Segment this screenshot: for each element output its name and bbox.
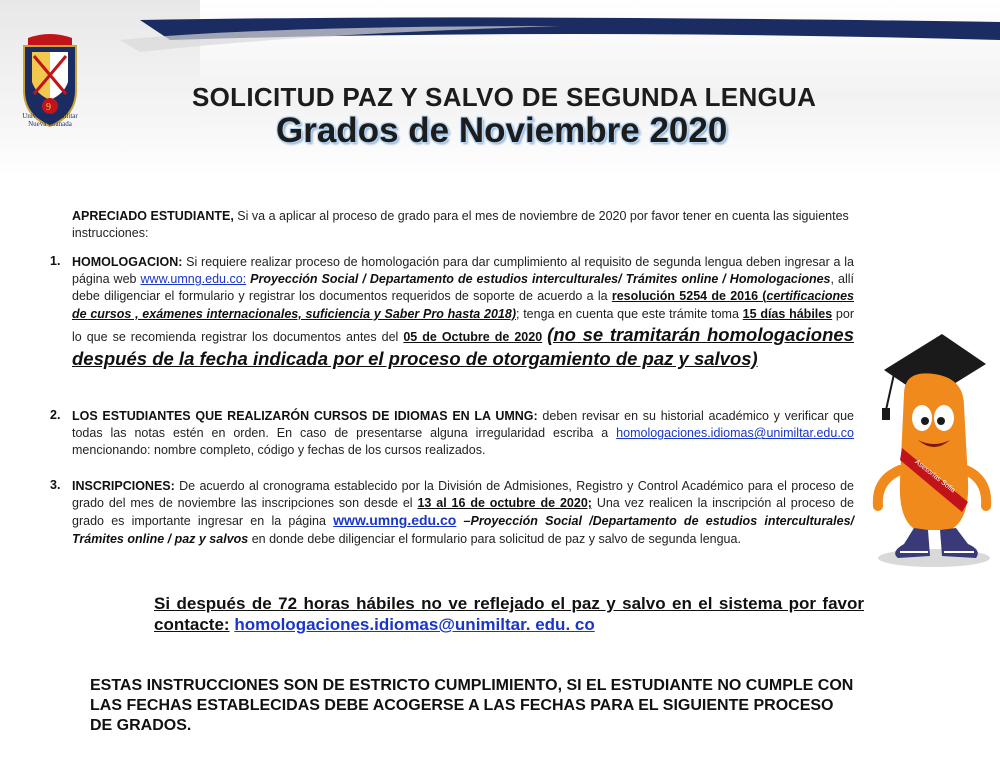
- item-inscripciones: [72, 478, 854, 548]
- item-number-1: 1.: [50, 254, 61, 268]
- item1-umng-link[interactable]: www.umng.edu.co:: [140, 272, 247, 287]
- item1-text-c: ; tenga en cuenta que este trámite toma: [515, 306, 743, 321]
- contact-email-link[interactable]: homologaciones.idiomas@unimiltar. edu. co: [234, 615, 595, 634]
- item1-path: Proyección Social / Departamento de estudios interculturales/ Trámites online / Homologaciones: [246, 272, 831, 287]
- item3-umng-link[interactable]: www.umng.edu.co: [333, 512, 457, 529]
- item1-heading: HOMOLOGACION:: [72, 255, 183, 269]
- item1-deadline: 05 de Octubre de 2020: [403, 329, 543, 344]
- item1-resolution-detail: certificaciones de cursos , exámenes internacionales, suficiencia y Saber Pro hasta 2018): [72, 289, 854, 321]
- item1-text-b: , allí debe diligenciar el formulario y registrar los documentos requeridos de soporte de acuerdo a la: [72, 272, 854, 304]
- item1-resolution: resolución 5254 de 2016 (: [611, 289, 767, 304]
- page-subtitle: Grados de Noviembre 2020: [276, 111, 728, 150]
- item3-heading: INSCRIPCIONES:: [72, 479, 175, 493]
- item2-email-link[interactable]: homologaciones.idiomas@unimiltar.edu.co: [616, 426, 854, 441]
- intro-paragraph: [72, 208, 852, 242]
- item-number-2: 2.: [50, 408, 61, 422]
- page-title: SOLICITUD PAZ Y SALVO DE SEGUNDA LENGUA: [192, 82, 817, 112]
- item-number-3: 3.: [50, 478, 61, 492]
- logo-caption-line1: Universidad Militar: [22, 112, 78, 120]
- graduate-mascot-illustration: [864, 330, 996, 570]
- item1-text-d: por lo que se recomienda registrar los documentos antes del: [72, 306, 854, 344]
- item1-days: 15 días hábiles: [742, 306, 833, 321]
- logo-caption: [12, 112, 88, 128]
- item1-text-a: Si requiere realizar proceso de homologación para dar cumplimiento al requisito de segunda lengua deben ingresar a la página web: [72, 255, 854, 287]
- contact-notice: [154, 593, 864, 635]
- contact-text: Si después de 72 horas hábiles no ve reflejado el paz y salvo en el sistema por favor contacte:: [154, 594, 864, 634]
- item1-warning: (no se tramitarán homologaciones después de la fecha indicada por el proceso de otorgamiento de paz y salvos): [72, 323, 854, 369]
- mascot-sash-text: Asesorías Sofia: [913, 458, 957, 495]
- item-cursos-umng: [72, 408, 854, 460]
- svg-text:9: 9: [46, 102, 51, 113]
- item2-heading: LOS ESTUDIANTES QUE REALIZARÓN CURSOS DE IDIOMAS EN LA UMNG:: [72, 409, 538, 423]
- item3-text-a: De acuerdo al cronograma establecido por la División de Admisiones, Registro y Control Académico para el proceso de grado del mes de noviembre las inscripciones son desde el: [72, 479, 854, 511]
- intro-lead: APRECIADO ESTUDIANTE,: [72, 209, 234, 223]
- item2-text-b: mencionando: nombre completo, código y fechas de los cursos realizados.: [72, 443, 486, 458]
- footer-warning: ESTAS INSTRUCCIONES SON DE ESTRICTO CUMPLIMIENTO, SI EL ESTUDIANTE NO CUMPLE CON LAS FECHAS ESTABLECIDAS DEBE ACOGERSE A LAS FECHAS PARA EL SIGUIENTE PROCESO DE GRADOS.: [90, 677, 854, 734]
- item-homologacion: [72, 254, 854, 371]
- logo-caption-line2: Nueva Granada: [28, 120, 72, 128]
- intro-text: Si va a aplicar al proceso de grado para el mes de noviembre de 2020 por favor tener en cuenta las siguientes instrucciones:: [72, 209, 849, 241]
- item3-text-c: en donde debe diligenciar el formulario para solicitud de paz y salvo de segunda lengua.: [248, 531, 741, 546]
- item3-path: –Proyección Social /Departamento de estudios interculturales/ Trámites online / paz y salvos: [72, 514, 854, 546]
- item3-dates: 13 al 16 de octubre de 2020;: [417, 496, 592, 511]
- item2-text-a: deben revisar en su historial académico y verificar que todas las notas estén en orden. En caso de presentarse alguna irregularidad escriba a: [72, 409, 854, 441]
- item3-text-b: Una vez realicen la inscripción al proceso de grado es importante ingresar en la página: [72, 496, 855, 529]
